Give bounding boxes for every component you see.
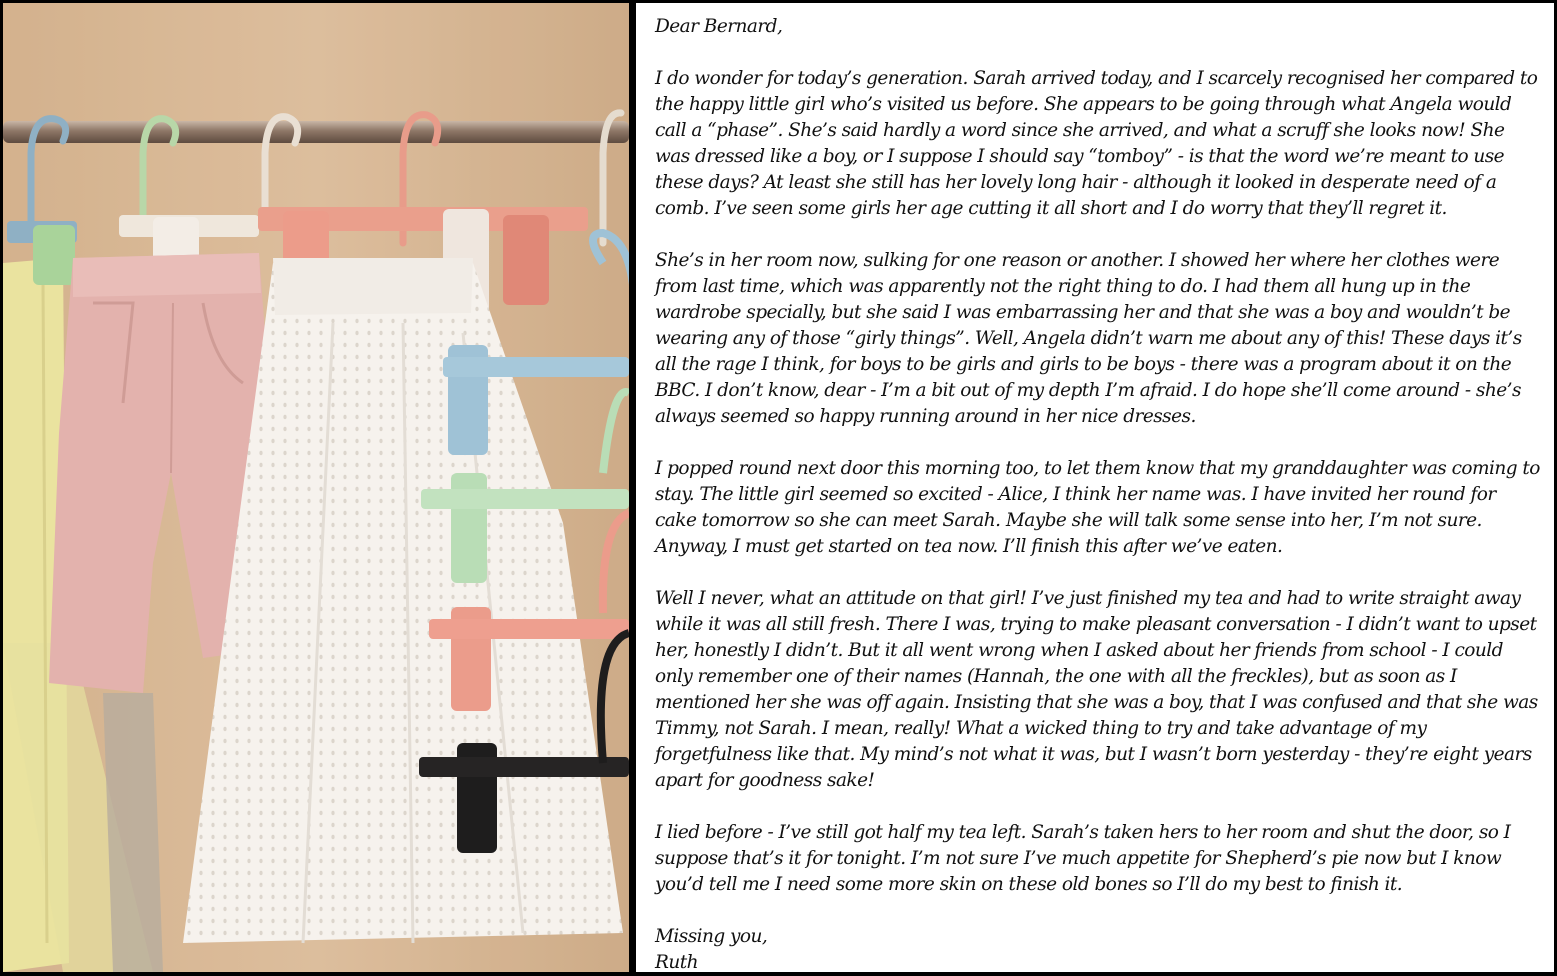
letter-signature: Ruth [655, 952, 698, 973]
letter-paragraph: Well I never, what an attitude on that girl! I’ve just finished my tea and had to write straight away while it was all still fresh. There I was, trying to make pleasant conversation - I didn’t want to upset her, honestly I didn’t. But it all went wrong when I asked about her friends from school - I could only remember one of their names (Hannah, the one with all the freckles), but as soon as I mentioned her she was off again. Insisting that she was a boy, that I was confused and that she was Timmy, not Sarah. I mean, really! What a wicked thing to try and take advantage of my forgetfulness like that. My mind’s not what it was, but I wasn’t born yesterday - they’re eight years apart for goodness sake! [655, 588, 1538, 791]
letter-paragraph: She’s in her room now, sulking for one reason or another. I showed her where her clothes were from last time, which was apparently not the right thing to do. I had them all hung up in the wardrobe specially, but she said I was embarrassing her and that she was a boy and wouldn’t be wearing any of those “girly things”. Well, Angela didn’t warn me about any of this! These days it’s all the rage I think, for boys to be girls and girls to be boys - there was a program about it on the BBC. I don’t know, dear - I’m a bit out of my depth I’m afraid. I do hope she’ll come around - she’s always seemed so happy running around in her nice dresses. [655, 250, 1522, 427]
clothes-rail [3, 121, 629, 143]
letter-paragraph: I lied before - I’ve still got half my tea left. Sarah’s taken hers to her room and shut the door, so I suppose that’s it for tonight. I’m not sure I’ve much appetite for Shepherd’s pie now but I know you’d tell me I need some more skin on these old bones so I’ll do my best to finish it. [655, 822, 1511, 895]
letter-body [636, 3, 1554, 972]
letter-paragraph: I popped round next door this morning too, to let them know that my granddaughter was coming to stay. The little girl seemed so excited - Alice, I think her name was. I have invited her round for cake tomorrow so she can meet Sarah. Maybe she will talk some sense into her, I’m not sure. Anyway, I must get started on tea now. I’ll finish this after we’ve eaten. [655, 458, 1540, 557]
letter-frame [633, 0, 1557, 975]
letter-salutation: Dear Bernard, [655, 16, 783, 37]
wardrobe-photo [0, 0, 633, 975]
letter-closing: Missing you, [655, 926, 768, 947]
letter-paragraph: I do wonder for today’s generation. Sarah arrived today, and I scarcely recognised her compared to the happy little girl who’s visited us before. She appears to be going through what Angela would call a “phase”. She’s said hardly a word since she arrived, and what a scruff she looks now! She was dressed like a boy, or I suppose I should say “tomboy” - is that the word we’re meant to use these days? At least she still has her lovely long hair - although it looked in desperate need of a comb. I’ve seen some girls her age cutting it all short and I do worry that they’ll regret it. [655, 68, 1538, 219]
wardrobe-illustration [3, 3, 629, 972]
